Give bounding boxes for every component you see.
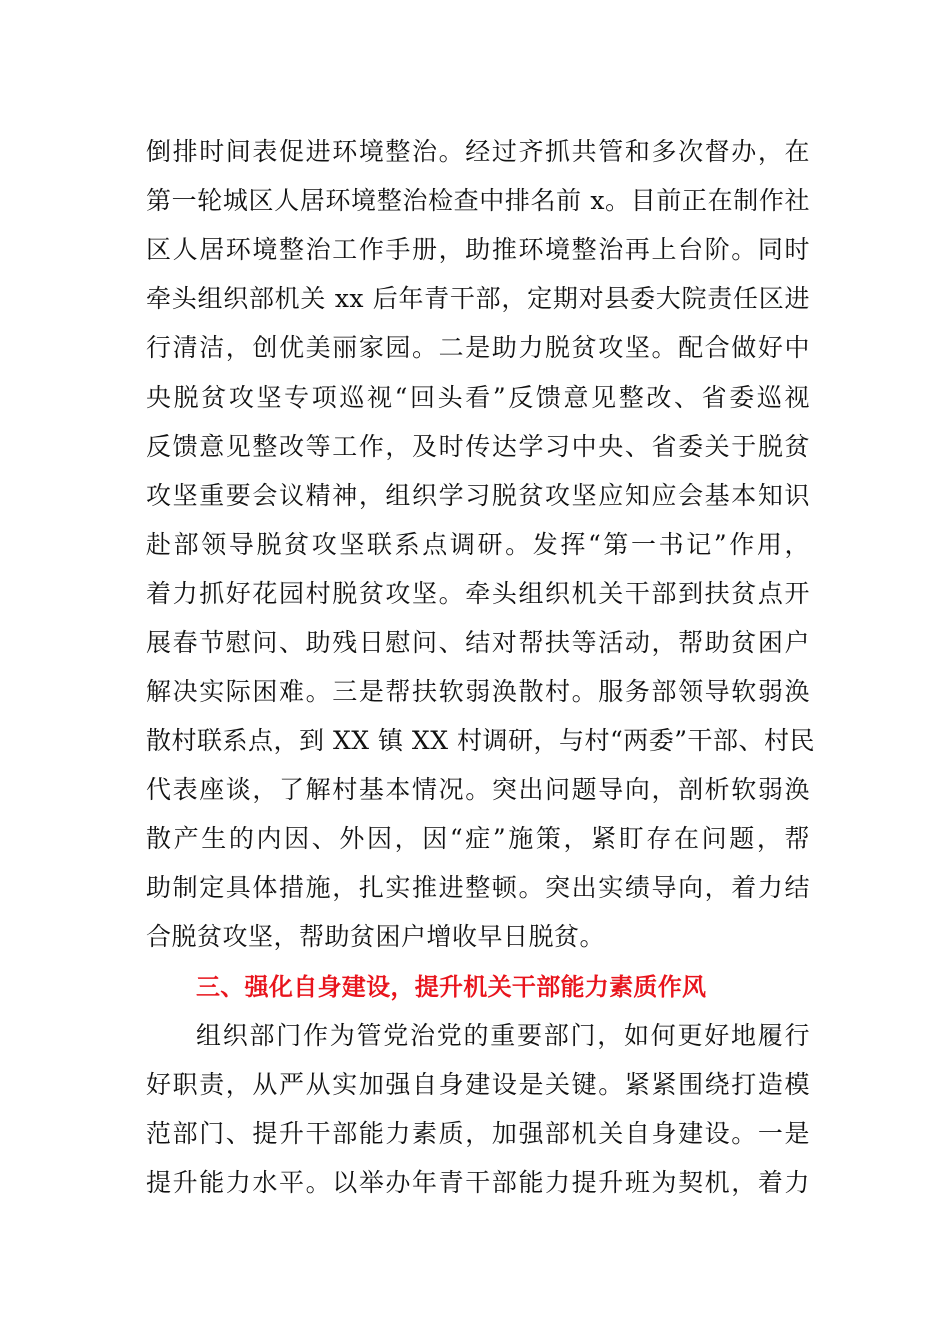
body-line-2: 第一轮城区人居环境整治检查中排名前 x。目前正在制作社 (146, 186, 810, 215)
body-line-8: 攻坚重要会议精神，组织学习脱贫攻坚应知应会基本知识 (146, 481, 810, 510)
body-line-17: 合脱贫攻坚，帮助贫困户增收早日脱贫。 (146, 922, 606, 951)
body-line-7: 反馈意见整改等工作，及时传达学习中央、省委关于脱贫 (146, 432, 810, 461)
section-line-2: 好职责，从严从实加强自身建设是关键。紧紧围绕打造模 (146, 1070, 810, 1099)
body-line-10: 着力抓好花园村脱贫攻坚。牵头组织机关干部到扶贫点开 (146, 579, 810, 608)
body-line-12: 解决实际困难。三是帮扶软弱涣散村。服务部领导软弱涣 (146, 677, 810, 706)
body-line-6: 央脱贫攻坚专项巡视“回头看”反馈意见整改、省委巡视 (146, 383, 810, 412)
section-line-3: 范部门、提升干部能力素质，加强部机关自身建设。一是 (146, 1119, 810, 1148)
section-heading: 三、强化自身建设，提升机关干部能力素质作风 (196, 973, 707, 1001)
body-line-11: 展春节慰问、助残日慰问、结对帮扶等活动，帮助贫困户 (146, 628, 810, 657)
body-line-9: 赴部领导脱贫攻坚联系点调研。发挥“第一书记”作用， (146, 530, 810, 559)
body-line-3: 区人居环境整治工作手册，助推环境整治再上台阶。同时 (146, 235, 810, 264)
body-line-13: 散村联系点，到 XX 镇 XX 村调研，与村“两委”干部、村民 (146, 726, 816, 755)
body-line-14: 代表座谈，了解村基本情况。突出问题导向，剖析软弱涣 (146, 775, 810, 804)
body-line-16: 助制定具体措施，扎实推进整顿。突出实绩导向，着力结 (146, 873, 810, 902)
body-line-1: 倒排时间表促进环境整治。经过齐抓共管和多次督办，在 (146, 137, 810, 166)
body-line-15: 散产生的内因、外因，因“症”施策，紧盯存在问题，帮 (146, 824, 810, 853)
section-line-1: 组织部门作为管党治党的重要部门，如何更好地履行 (196, 1021, 810, 1050)
body-line-4: 牵头组织部机关 xx 后年青干部，定期对县委大院责任区进 (146, 284, 810, 313)
section-line-4: 提升能力水平。以举办年青干部能力提升班为契机，着力 (146, 1168, 810, 1197)
body-line-5: 行清洁，创优美丽家园。二是助力脱贫攻坚。配合做好中 (146, 333, 810, 362)
